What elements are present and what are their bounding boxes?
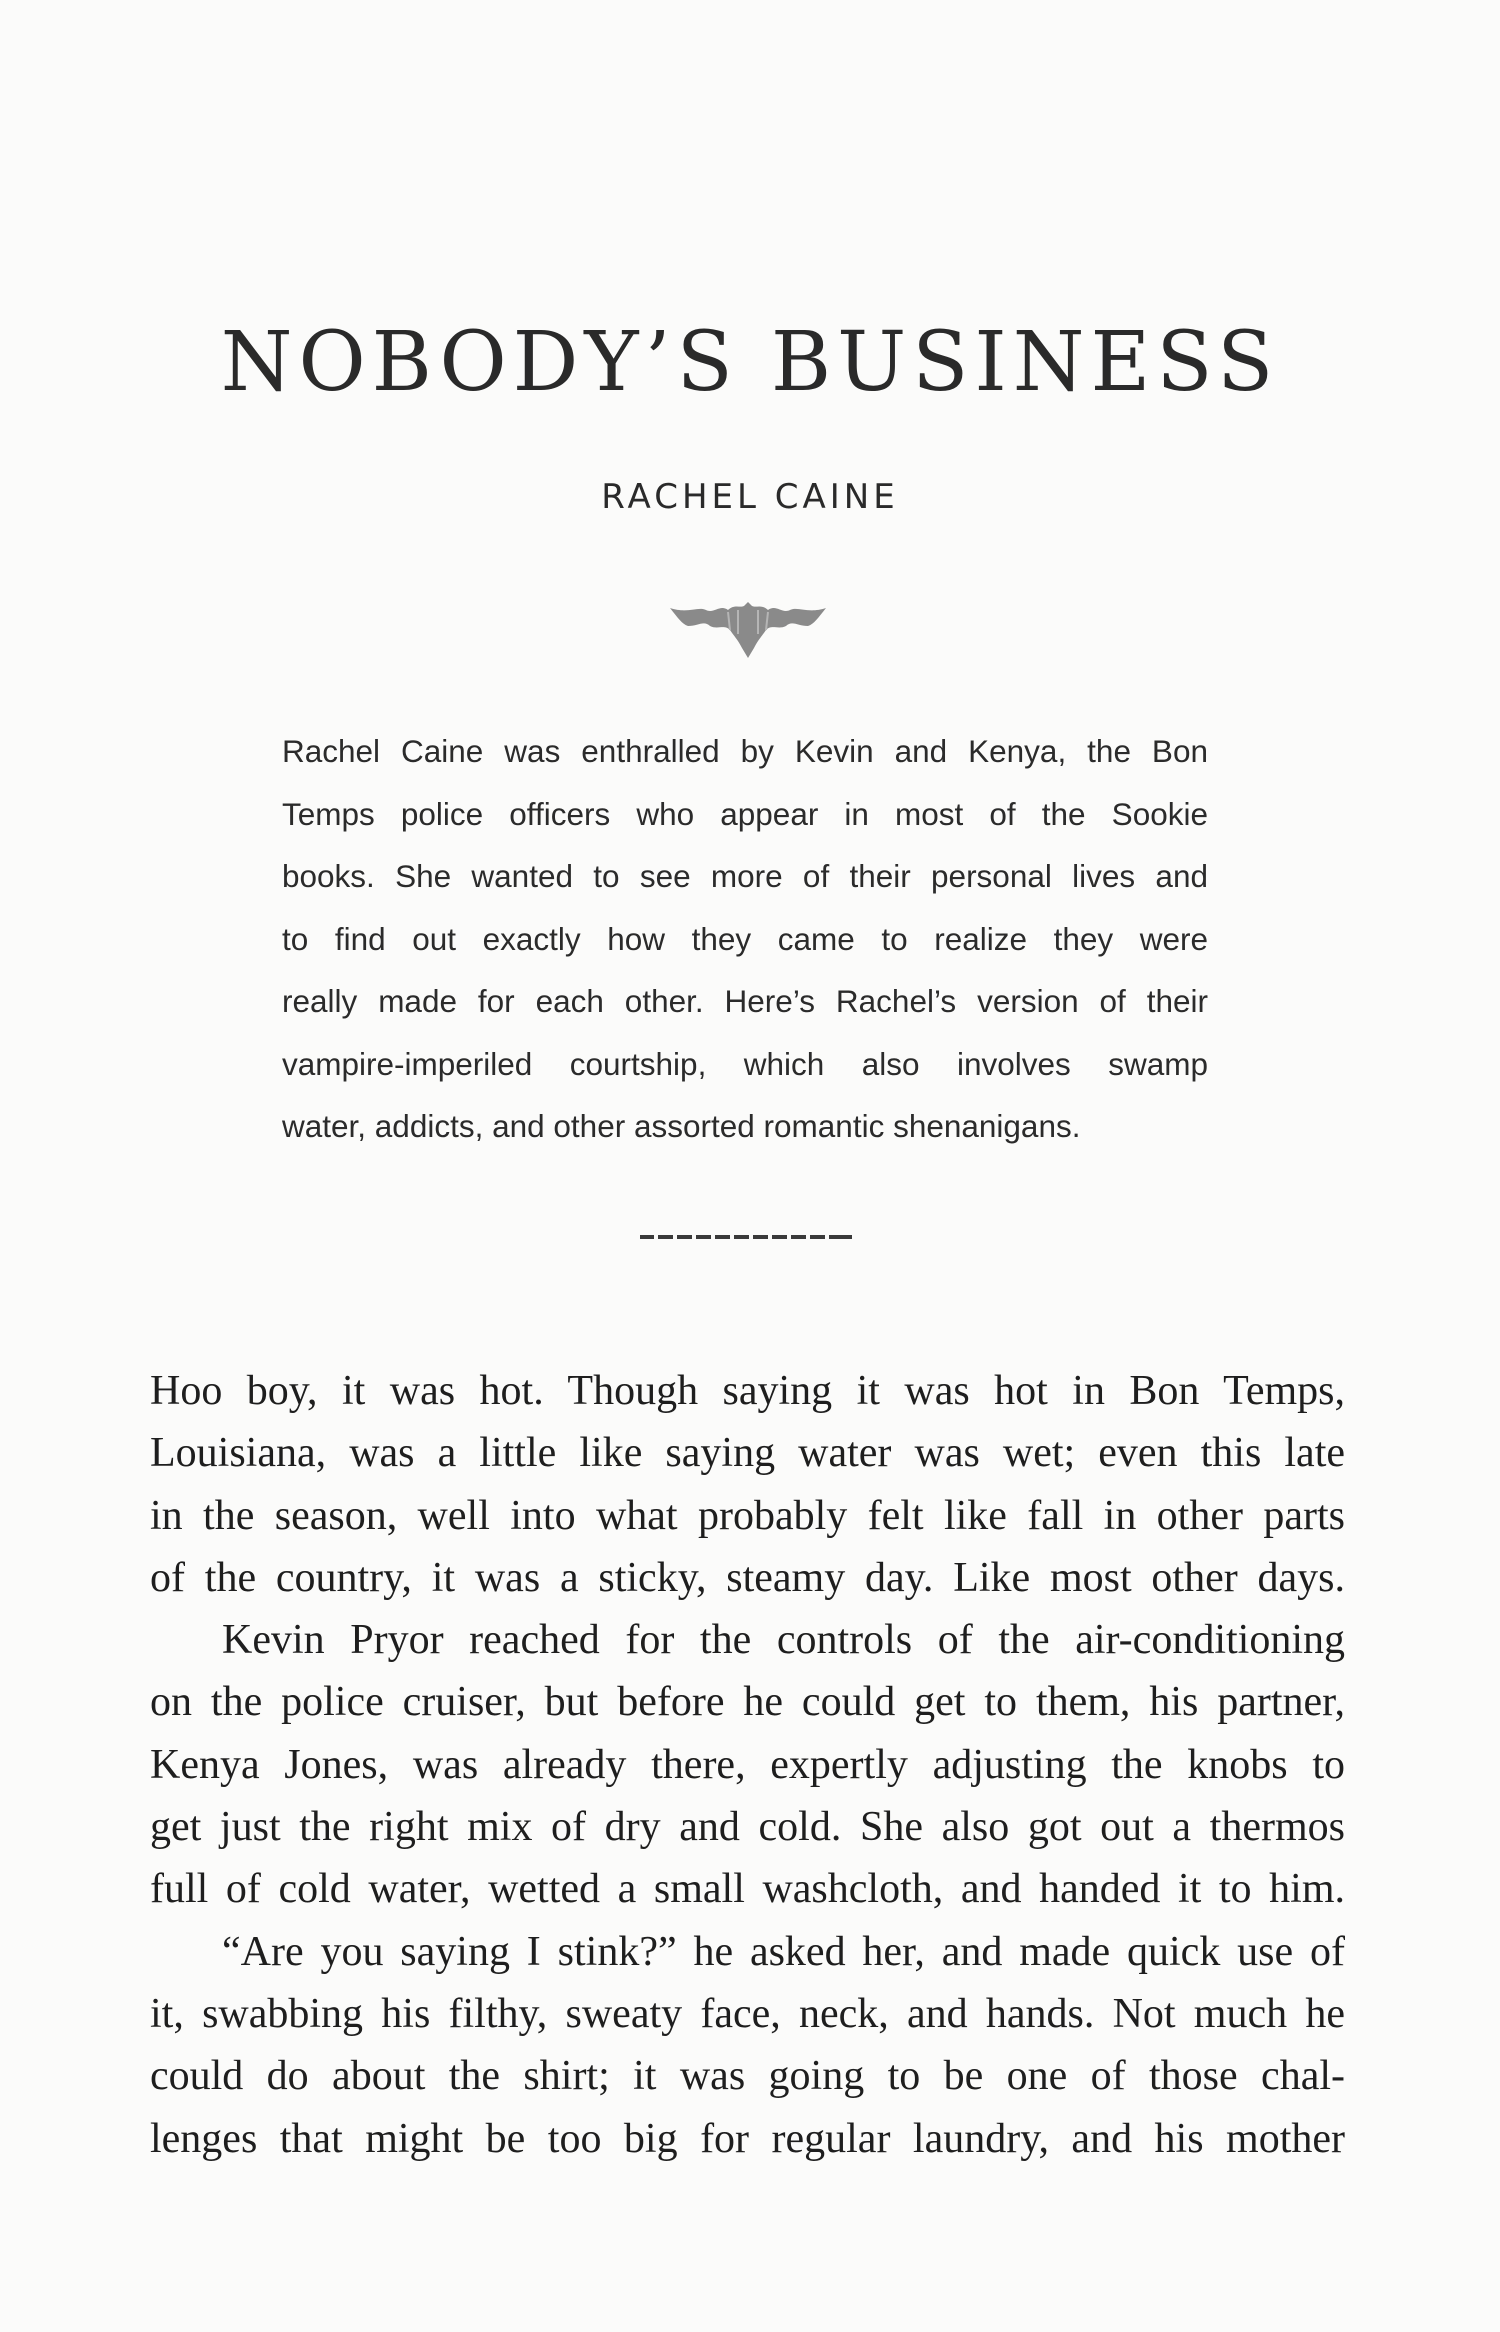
story-line: it, swabbing his filthy, sweaty face, neck, and hands. Not much he	[150, 1990, 1345, 2037]
dotted-divider-icon	[640, 1230, 852, 1244]
bat-ornament-icon	[668, 600, 828, 660]
story-line: on the police cruiser, but before he could get to them, his partner,	[150, 1679, 1345, 1726]
chapter-title: NOBODY’S BUSINESS	[220, 315, 1280, 410]
story-line: get just the right mix of dry and cold. She also got out a thermos	[150, 1804, 1345, 1851]
story-line: Kevin Pryor reached for the controls of the air-conditioning	[222, 1617, 1345, 1664]
story-line: of the country, it was a sticky, steamy day. Like most other days.	[150, 1554, 1345, 1601]
story-line: Hoo boy, it was hot. Though saying it was hot in Bon Temps,	[150, 1368, 1345, 1414]
intro-line: to find out exactly how they came to realize they were	[282, 920, 1208, 957]
story-text	[150, 1360, 1345, 2170]
intro-line: books. She wanted to see more of their personal lives and	[282, 858, 1208, 894]
story-line: could do about the shirt; it was going to be one of those chal-	[150, 2053, 1345, 2100]
story-line: Kenya Jones, was already there, expertly adjusting the knobs to	[150, 1741, 1345, 1788]
intro-paragraph	[282, 720, 1208, 1158]
story-line: “Are you saying I stink?” he asked her, and made quick use of	[222, 1928, 1345, 1975]
story-line: in the season, well into what probably felt like fall in other parts	[150, 1492, 1345, 1539]
author-name: RACHEL CAINE	[601, 477, 899, 517]
story-line: Louisiana, was a little like saying water was wet; even this late	[150, 1430, 1345, 1477]
story-line: full of cold water, wetted a small washcloth, and handed it to him.	[150, 1866, 1345, 1913]
intro-line: Rachel Caine was enthralled by Kevin and Kenya, the Bon	[282, 733, 1208, 769]
story-line: lenges that might be too big for regular laundry, and his mother	[150, 2115, 1345, 2162]
intro-line: vampire-imperiled courtship, which also involves swamp	[282, 1045, 1208, 1082]
intro-line: really made for each other. Here’s Rachel’s version of their	[282, 983, 1208, 1019]
intro-line: Temps police officers who appear in most of the Sookie	[282, 795, 1208, 832]
intro-line: water, addicts, and other assorted romantic shenanigans.	[282, 1108, 1081, 1144]
